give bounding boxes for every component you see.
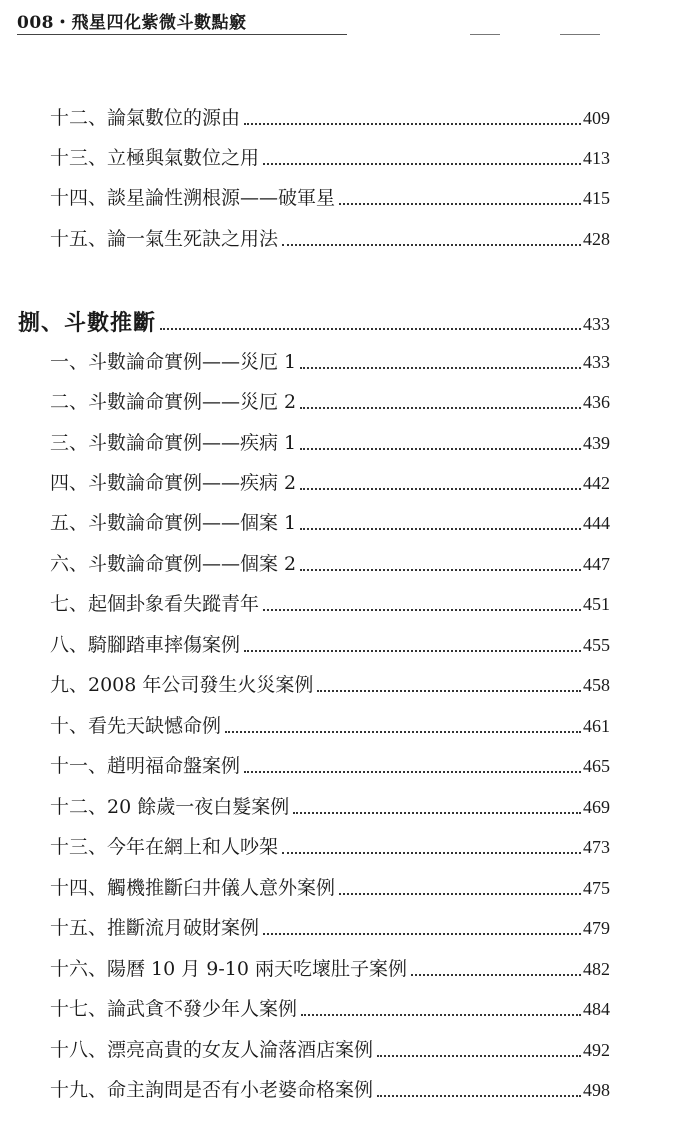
toc-entry-title: 十三、今年在網上和人吵架 <box>50 836 279 858</box>
toc-entry <box>50 387 610 417</box>
toc-entry-title: 六、斗數論命實例——個案 2 <box>50 553 297 575</box>
dot-leader <box>411 974 581 976</box>
header-rule-fragment <box>560 34 600 35</box>
toc-entry-title: 十四、觸機推斷臼井儀人意外案例 <box>50 877 336 899</box>
toc-entry <box>50 1035 610 1065</box>
dot-leader <box>300 528 581 530</box>
toc-entry-title: 十四、談星論性溯根源——破軍星 <box>50 187 336 209</box>
toc-entry <box>50 549 610 579</box>
toc-page-number: 475 <box>583 878 610 898</box>
toc-page-number: 492 <box>583 1040 610 1060</box>
toc-entry-title: 十五、論一氣生死訣之用法 <box>50 228 279 250</box>
toc-section-heading <box>18 308 610 338</box>
toc-entry-title: 十六、陽曆 10 月 9-10 兩天吃壞肚子案例 <box>50 958 408 980</box>
toc-page-number: 415 <box>583 188 610 208</box>
dot-leader <box>339 203 581 205</box>
toc-entry-title: 九、2008 年公司發生火災案例 <box>50 674 314 696</box>
toc-entry-title: 十九、命主詢問是否有小老婆命格案例 <box>50 1079 374 1101</box>
toc-entry <box>50 1075 610 1105</box>
toc-entry <box>50 347 610 377</box>
dot-leader <box>263 933 581 935</box>
dot-leader <box>160 328 581 330</box>
toc-page-number: 469 <box>583 797 610 817</box>
toc-page-number: 442 <box>583 473 610 493</box>
dot-leader <box>339 893 581 895</box>
toc-entry-title: 十五、推斷流月破財案例 <box>50 917 260 939</box>
toc-entry <box>50 994 610 1024</box>
toc-entry <box>50 508 610 538</box>
toc-page-number: 458 <box>583 675 610 695</box>
toc-page-number: 444 <box>583 513 610 533</box>
dot-leader <box>244 650 581 652</box>
toc-entry-title: 四、斗數論命實例——疾病 2 <box>50 472 297 494</box>
toc-page-number: 436 <box>583 392 610 412</box>
dot-leader <box>293 812 581 814</box>
toc-entry <box>50 954 610 984</box>
toc-page-number: 447 <box>583 554 610 574</box>
toc-page-number: 433 <box>583 352 610 372</box>
dot-leader <box>300 367 581 369</box>
toc-page-number: 428 <box>583 229 610 249</box>
toc-entry <box>50 832 610 862</box>
toc-entry <box>50 751 610 781</box>
header-rule <box>17 34 347 35</box>
toc-entry <box>50 792 610 822</box>
dot-leader <box>244 771 581 773</box>
toc-entry <box>50 670 610 700</box>
dot-leader <box>263 163 581 165</box>
toc-entry-title: 十三、立極與氣數位之用 <box>50 147 260 169</box>
toc-entry-title: 十一、趙明福命盤案例 <box>50 755 241 777</box>
toc-entry-title: 十八、漂亮高貴的女友人淪落酒店案例 <box>50 1039 374 1061</box>
dot-leader <box>377 1055 581 1057</box>
dot-leader <box>263 609 581 611</box>
dot-leader <box>225 731 581 733</box>
toc-entry-title: 十、看先天缺憾命例 <box>50 715 222 737</box>
header-rule-fragment <box>470 34 500 35</box>
running-header: 008・飛星四化紫微斗數點竅 <box>17 13 247 33</box>
toc-page-number: 479 <box>583 918 610 938</box>
toc-entry-title: 十七、論武貪不發少年人案例 <box>50 998 298 1020</box>
toc-entry-title: 一、斗數論命實例——災厄 1 <box>50 351 297 373</box>
toc-page-number: 455 <box>583 635 610 655</box>
toc-entry <box>50 589 610 619</box>
toc-entry-title: 八、騎腳踏車摔傷案例 <box>50 634 241 656</box>
toc-page-number: 433 <box>583 314 610 334</box>
toc-entry <box>50 143 610 173</box>
toc-entry-title: 二、斗數論命實例——災厄 2 <box>50 391 297 413</box>
toc-entry <box>50 428 610 458</box>
toc-page-number: 473 <box>583 837 610 857</box>
toc-page-number: 451 <box>583 594 610 614</box>
toc-entry-title: 三、斗數論命實例——疾病 1 <box>50 432 297 454</box>
dot-leader <box>300 488 581 490</box>
dot-leader <box>282 244 581 246</box>
toc-entry-title: 十二、20 餘歲一夜白髮案例 <box>50 796 290 818</box>
toc-entry <box>50 873 610 903</box>
toc-entry <box>50 183 610 213</box>
toc-entry-title: 捌、斗數推斷 <box>18 310 157 336</box>
toc-entry <box>50 224 610 254</box>
toc-page-number: 465 <box>583 756 610 776</box>
toc-entry-title: 七、起個卦象看失蹤青年 <box>50 593 260 615</box>
toc-entry <box>50 913 610 943</box>
toc-page-number: 484 <box>583 999 610 1019</box>
dot-leader <box>244 123 581 125</box>
toc-entry <box>50 468 610 498</box>
toc-entry <box>50 630 610 660</box>
toc-entry <box>50 711 610 741</box>
dot-leader <box>301 1014 581 1016</box>
toc-page-number: 409 <box>583 108 610 128</box>
toc-entry <box>50 103 610 133</box>
dot-leader <box>282 852 581 854</box>
dot-leader <box>317 690 581 692</box>
toc-page-number: 498 <box>583 1080 610 1100</box>
dot-leader <box>300 448 581 450</box>
dot-leader <box>377 1095 581 1097</box>
dot-leader <box>300 407 581 409</box>
toc-entry-title: 五、斗數論命實例——個案 1 <box>50 512 297 534</box>
toc-entry-title: 十二、論氣數位的源由 <box>50 107 241 129</box>
toc-page-number: 439 <box>583 433 610 453</box>
dot-leader <box>300 569 581 571</box>
toc-page-number: 482 <box>583 959 610 979</box>
toc-page-number: 461 <box>583 716 610 736</box>
toc-page-number: 413 <box>583 148 610 168</box>
